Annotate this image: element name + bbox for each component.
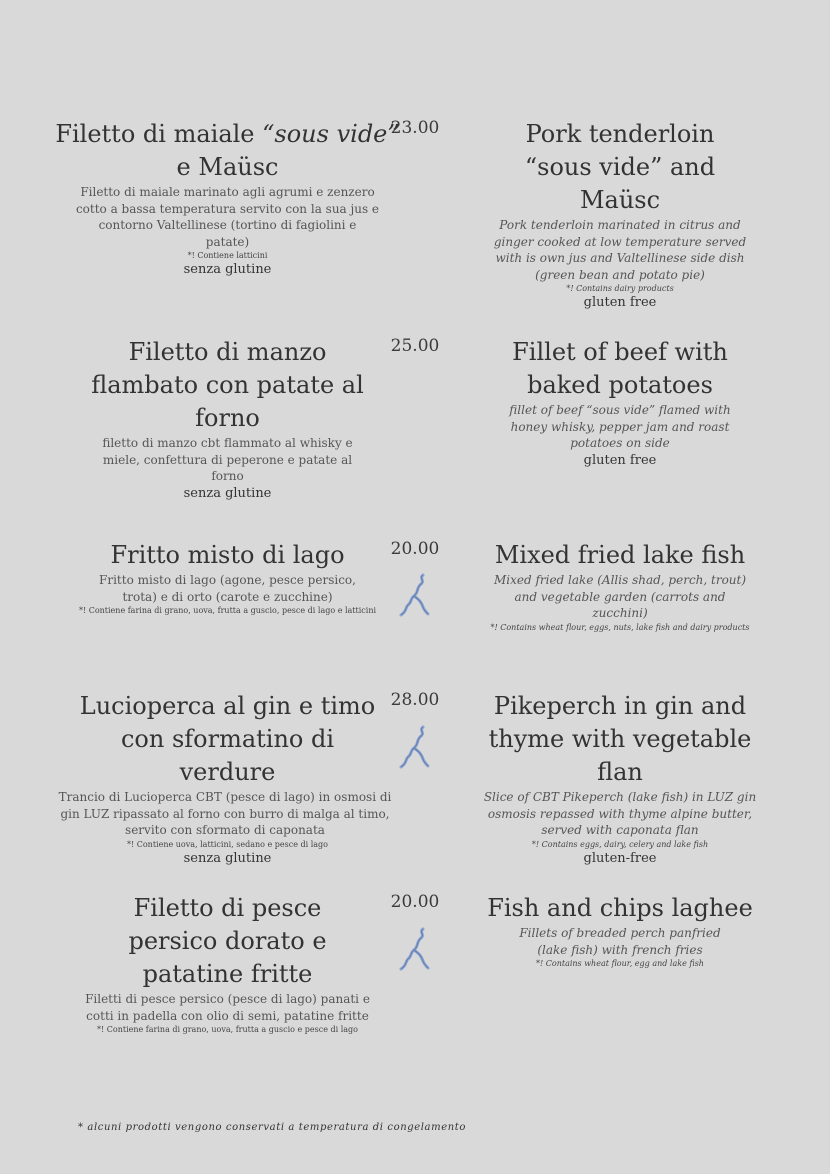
- english-column: [465, 539, 775, 633]
- english-column: [465, 336, 775, 470]
- dish-price: 25.00: [390, 336, 440, 356]
- dish-title-en: Fillet of beef with baked potatoes: [512, 338, 728, 399]
- dish-title-it: Filetto di pesce persico dorato e patatine fritte: [128, 894, 327, 988]
- italian-column: [55, 690, 400, 868]
- dish-description-en: Slice of CBT Pikeperch (lake fish) in LUZ gin osmosis repassed with thyme alpine butter, served with caponata flan: [483, 790, 757, 837]
- lake-map-icon: [395, 926, 435, 972]
- allergen-note-it: *! Contiene uova, latticini, sedano e pesce di lago: [126, 839, 328, 849]
- dish-description-en: Fillets of breaded perch panfried (lake fish) with french fries: [519, 926, 721, 957]
- allergen-note-en: *! Contains wheat flour, egg and lake fish: [536, 959, 704, 968]
- allergen-note-en: *! Contains wheat flour, eggs, nuts, lake fish and dairy products: [490, 622, 750, 632]
- dish-description-it: Filetto di maiale marinato agli agrumi e zenzero cotto a bassa temperatura servito con la sua jus e contorno Valtellinese (tortino di fagiolini e patate): [75, 185, 380, 249]
- dish-title-it-part: Filetto di maiale: [55, 120, 263, 148]
- english-column: [465, 118, 775, 312]
- dish-description-en: Pork tenderloin marinated in citrus and ginger cooked at low temperature served with is own jus and Valtellinese side dish (green bean and potato pie): [493, 218, 747, 282]
- italian-column: [55, 336, 400, 503]
- dish-price: 28.00: [390, 690, 440, 710]
- dish-description-it: Trancio di Lucioperca CBT (pesce di lago) in osmosi di gin LUZ ripassato al forno con burro di malga al timo, servito con sformato di caponata: [58, 790, 392, 837]
- dish-price: 20.00: [390, 892, 440, 912]
- dish-title-en: Mixed fried lake fish: [494, 541, 746, 569]
- dish-title-it: [55, 118, 400, 184]
- gluten-free-label-it: senza glutine: [183, 850, 272, 866]
- dish-title-en: Pikeperch in gin and thyme with vegetable flan: [488, 692, 752, 786]
- gluten-free-label-en: gluten-free: [583, 850, 657, 866]
- dish-description-it: filetto di manzo cbt flammato al whisky e miele, confettura di peperone e patate al forno: [102, 436, 353, 483]
- italian-column: [55, 892, 400, 1035]
- allergen-note-it: *! Contiene latticini: [187, 251, 268, 260]
- gluten-free-label-it: senza glutine: [183, 262, 272, 277]
- allergen-note-en: *! Contains eggs, dairy, celery and lake fish: [531, 839, 709, 849]
- dish-title-it: Lucioperca al gin e timo con sformatino di verdure: [79, 692, 376, 786]
- dish-price: 23.00: [390, 118, 440, 138]
- dish-description-it: Fritto misto di lago (agone, pesce persico, trota) e di orto (carote e zucchine): [99, 573, 356, 604]
- dish-description-it: Filetti di pesce persico (pesce di lago) panati e cotti in padella con olio di semi, patatine fritte: [85, 992, 370, 1023]
- gluten-free-label-it: senza glutine: [183, 485, 272, 501]
- dish-description-en: fillet of beef “sous vide” flamed with honey whisky, pepper jam and roast potatoes on side: [509, 403, 731, 450]
- dish-price: 20.00: [390, 539, 440, 559]
- italian-column: [55, 539, 400, 616]
- italian-column: [55, 118, 400, 279]
- english-column: [465, 892, 775, 969]
- dish-title-it-part: e Maüsc: [176, 153, 279, 181]
- dish-title-it: Filetto di manzo flambato con patate al forno: [91, 338, 364, 432]
- gluten-free-label-en: gluten free: [583, 295, 657, 310]
- footnote-frozen-products: * alcuni prodotti vengono conservati a temperatura di congelamento: [78, 1122, 467, 1133]
- gluten-free-label-en: gluten free: [583, 452, 657, 468]
- lake-map-icon: [395, 572, 435, 618]
- allergen-note-it: *! Contiene farina di grano, uova, frutta a guscio, pesce di lago e latticini: [78, 606, 377, 615]
- english-column: [465, 690, 775, 868]
- lake-map-icon: [395, 724, 435, 770]
- allergen-note-en: *! Contains dairy products: [566, 284, 674, 293]
- dish-title-it-emphasis: “sous vide”: [262, 120, 400, 148]
- dish-title-en: Pork tenderloin “sous vide” and Maüsc: [524, 120, 716, 214]
- dish-title-it: Fritto misto di lago: [110, 541, 345, 569]
- allergen-note-it: *! Contiene farina di grano, uova, frutta a guscio e pesce di lago: [97, 1025, 358, 1034]
- dish-title-en: Fish and chips laghee: [487, 894, 753, 922]
- dish-description-en: Mixed fried lake (Allis shad, perch, trout) and vegetable garden (carrots and zucchini): [493, 573, 747, 620]
